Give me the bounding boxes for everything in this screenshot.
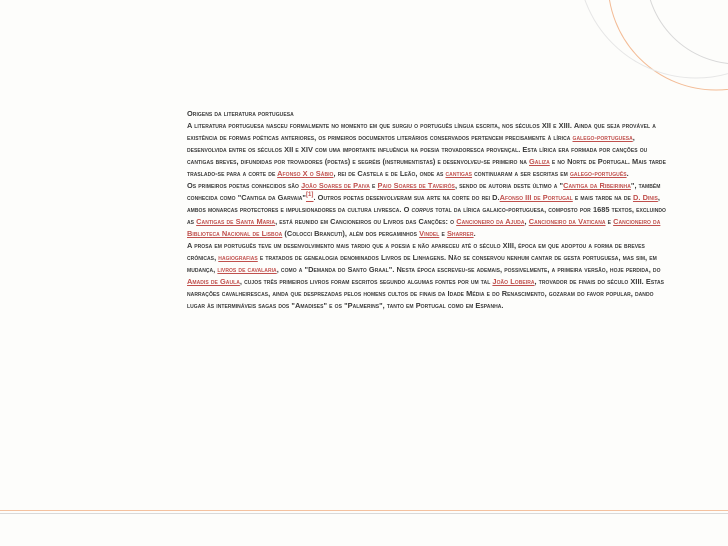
paragraph-3 (187, 240, 667, 312)
text: A prosa em português teve um desenvolvimento mais tardio que a poesia e não apareceu até o século XIII, época em que adoptou a forma de breves crónicas, (187, 241, 645, 262)
paragraph-1 (187, 120, 667, 180)
link-cancioneiro-bnl[interactable]: Cancioneiro da Biblioteca Nacional de Lisboa (187, 217, 661, 238)
link-cancioneiro-da-ajuda[interactable]: Cancioneiro da Ajuda (456, 217, 525, 226)
link-galego-portuguesa[interactable]: galego-portuguesa (572, 133, 633, 142)
link-galiza[interactable]: Galiza (529, 157, 550, 166)
page-title: Origens da literatura portuguesa (187, 109, 294, 118)
text: e (605, 217, 614, 226)
text: e (369, 181, 378, 190)
link-galego-portugues[interactable]: galego-português (569, 169, 627, 178)
text: , está reunido em Cancioneiros ou Livros das Canções: o (275, 217, 457, 226)
text: total da lírica galaico-portuguesa, composto por 1685 textos, excluindo as (187, 205, 667, 226)
text: continuaram a ser escritas em (472, 169, 570, 178)
link-paio-soares-de-taveiros[interactable]: Paio Soares de Taveirós (377, 181, 455, 190)
link-cancioneiro-da-vaticana[interactable]: Cancioneiro da Vaticana (528, 217, 606, 226)
text: , desenvolvida entre os séculos XII e XIV com uma importante influência na poesia trovadoresca provençal. Esta lírica era formada por canções ou cantigas breves, difundidas por trovadores (poetas) e segréis (instrumentistas) e desenvolveu-se primeiro na (187, 133, 648, 166)
decorative-circle-large (608, 0, 728, 90)
decorative-circles (538, 0, 728, 120)
text: , como a "Demanda do Santo Graal". Nesta época escreveu-se ademais, possivelmente, a primeira versão, hoje perdida, do (276, 265, 661, 274)
text: e no Norte de Portugal. Mais tarde traslado-se para a corte de (187, 157, 666, 178)
link-afonso-x[interactable]: Afonso X o Sábio (277, 169, 334, 178)
text: , sendo de autoria deste último a " (454, 181, 564, 190)
link-cantiga-da-ribeirinha[interactable]: Cantiga da Ribeirinha (563, 181, 631, 190)
link-d-dinis[interactable]: D. Dinis (632, 193, 658, 202)
decorative-circle-small (578, 0, 728, 78)
text: , cujos três primeiros livros foram escritos segundo algumas fontes por um tal (239, 277, 493, 286)
text: , rei de Castela e de Leão, onde as (333, 169, 446, 178)
text: , ambos monarcas protectores e impulsionadores da cultura livresca. O (187, 193, 660, 214)
text: (Colocci Brancuti), além dos pergaminhos (282, 229, 420, 238)
decorative-line-orange (0, 510, 728, 511)
link-cantigas-de-santa-maria[interactable]: Cantigas de Santa Maria (196, 217, 276, 226)
text: . (473, 229, 476, 238)
text: A literatura portuguesa nasceu formalmente no momento em que surgiu o português língua escrita, nos séculos XII e XIII. Ainda que seja provável a existência de formas poéticas anteriores, os primeiros documentos literários conservados pertencem precisamente à lírica (187, 121, 656, 142)
text: e mais tarde na de (572, 193, 633, 202)
text: , trovador de finais do século XIII. Estas narrações cavalheirescas, ainda que desprezadas pelos homens cultos de finais da Idade Média e do Renascimento, gozaram do favor popular, dando lugar às intermináveis sagas dos "Amadises" e os "Palmerins", tanto em Portugal como em Espanha. (187, 277, 665, 310)
link-hagiografias[interactable]: hagiografias (218, 253, 258, 262)
text: Os primeiros poetas conhecidos são (187, 181, 302, 190)
text: , (524, 217, 529, 226)
decorative-circle-medium (646, 0, 728, 64)
text: e (439, 229, 447, 238)
link-livros-de-cavalaria[interactable]: livros de cavalaria (217, 265, 277, 274)
italic-text: corpus (411, 205, 434, 214)
text: ", também conhecida como "Cantiga da Garvaia" (187, 181, 661, 202)
link-amadis-de-gaula[interactable]: Amadis de Gaula (187, 277, 240, 286)
link-cantigas[interactable]: cantigas (445, 169, 473, 178)
link-afonso-iii[interactable]: Afonso III de Portugal (499, 193, 573, 202)
text: . Outros poetas desenvolveram sua arte na corte do rei D. (313, 193, 500, 202)
decorative-line-gray (0, 513, 728, 514)
link-sharrer[interactable]: Sharrer (446, 229, 474, 238)
text: e tratados de genealogia denominados Livros de Linhagens. Não se conservou nenhum cantar de gesta portuguesa, mas sim, em mudança, (187, 253, 657, 274)
paragraph-2 (187, 180, 667, 240)
footnote-ref: [1] (305, 192, 314, 198)
link-joao-lobeira[interactable]: João Lobeira (492, 277, 535, 286)
text: . (626, 169, 629, 178)
link-joao-soares-de-paiva[interactable]: João Soares de Paiva (301, 181, 370, 190)
text-content (187, 108, 667, 312)
link-vindel[interactable]: Vindel (419, 229, 440, 238)
